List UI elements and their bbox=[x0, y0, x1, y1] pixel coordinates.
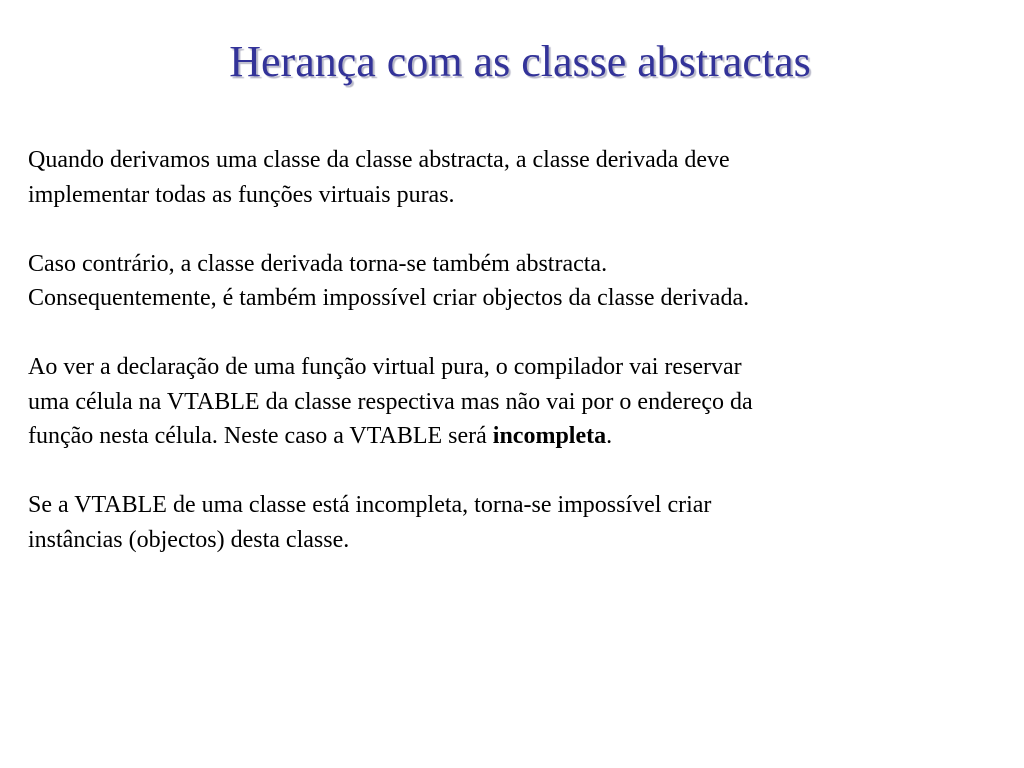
slide-body bbox=[28, 143, 988, 592]
text-line: uma célula na VTABLE da classe respectiva mas não vai por o endereço da bbox=[28, 388, 753, 415]
paragraph-otherwise-abstract bbox=[28, 247, 988, 316]
paragraph-vtable-reserve bbox=[28, 350, 988, 454]
paragraph-derived-class bbox=[28, 143, 988, 212]
slide-title: Herança com as classe abstractas bbox=[229, 37, 811, 86]
text-line: implementar todas as funções virtuais puras. bbox=[28, 181, 455, 208]
bold-term-incompleta: incompleta bbox=[492, 423, 607, 449]
text-segment: função nesta célula. Neste caso a VTABLE será bbox=[28, 423, 493, 449]
text-segment: . bbox=[606, 423, 613, 449]
text-line bbox=[28, 419, 988, 454]
text-line: Se a VTABLE de uma classe está incompleta, torna-se impossível criar bbox=[28, 492, 712, 518]
text-line: Ao ver a declaração de uma função virtual pura, o compilador vai reservar bbox=[28, 354, 742, 380]
text-line: instâncias (objectos) desta classe. bbox=[28, 526, 350, 553]
text-line: Consequentemente, é também impossível criar objectos da classe derivada. bbox=[28, 285, 750, 311]
paragraph-incomplete-vtable bbox=[28, 488, 988, 557]
text-line: Caso contrário, a classe derivada torna-se também abstracta. bbox=[28, 250, 608, 277]
text-line: Quando derivamos uma classe da classe abstracta, a classe derivada deve bbox=[28, 147, 730, 173]
